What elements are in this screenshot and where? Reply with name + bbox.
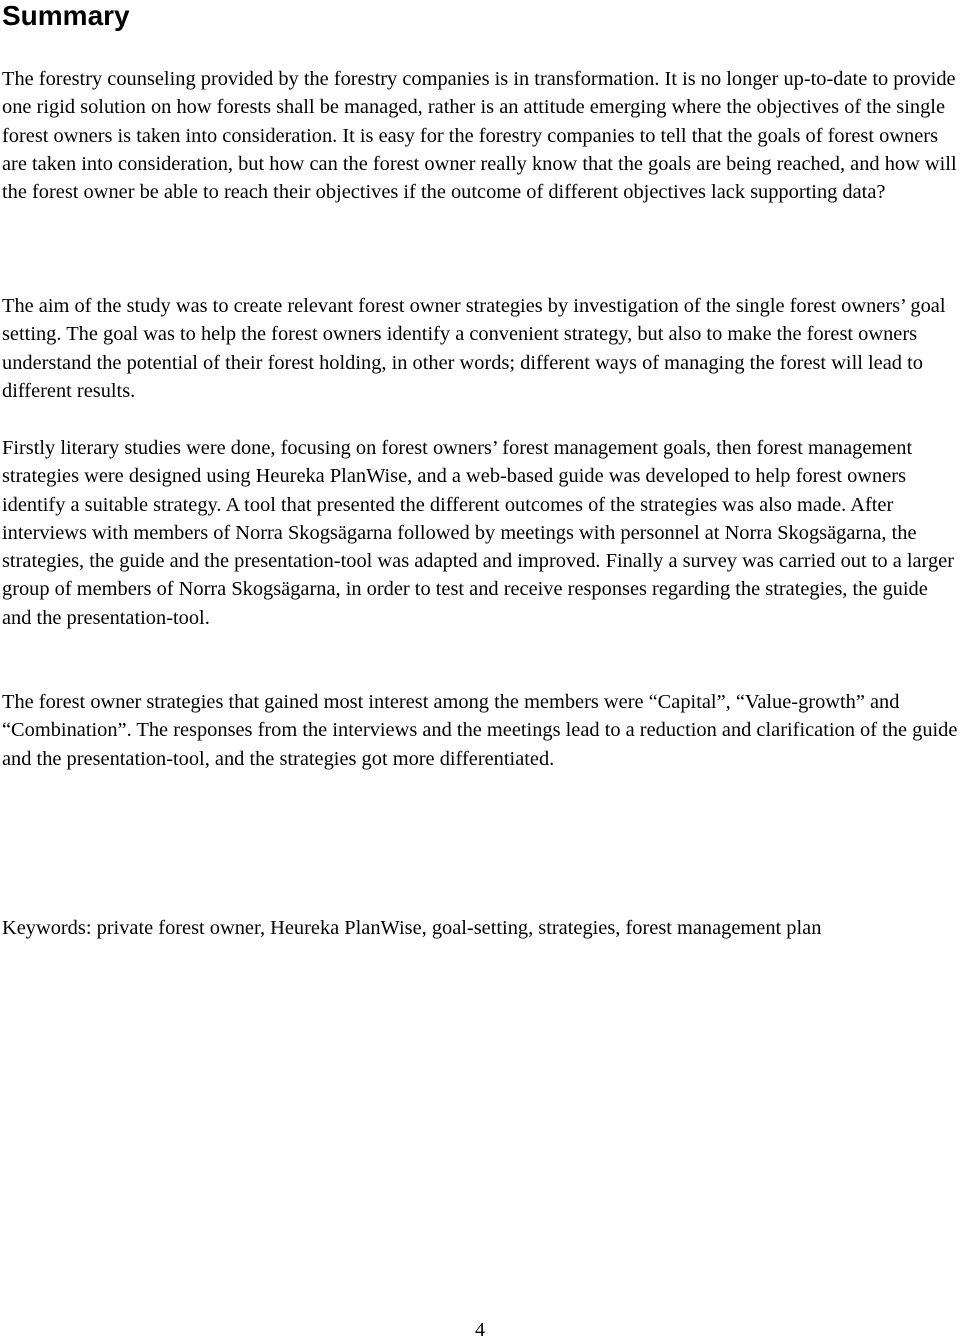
summary-paragraph-4: The forest owner strategies that gained most interest among the members were “Capital”, “Value-growth” and “Combination”. The responses from the interviews and the meetings lead to a reduction and clarification of the guide and the presentation-tool, and the strategies got more differentiated. [2, 691, 958, 770]
page-number: 4 [475, 1319, 485, 1341]
summary-paragraph-2: The aim of the study was to create relevant forest owner strategies by investigation of the single forest owners’ goal setting. The goal was to help the forest owners identify a convenient strategy, but also to make the forest owners understand the potential of their forest holding, in other words; different ways of managing the forest will lead to different results. [2, 295, 946, 402]
page-title: Summary [2, 0, 130, 31]
summary-paragraph-1: The forestry counseling provided by the forestry companies is in transformation. It is no longer up-to-date to provide one rigid solution on how forests shall be managed, rather is an attitude emerging where the objectives of the single forest owners is taken into consideration. It is easy for the forestry companies to tell that the goals of forest owners are taken into consideration, but how can the forest owner really know that the goals are being reached, and how will the forest owner be able to reach their objectives if the outcome of different objectives lack supporting data? [2, 68, 957, 204]
document-page [2, 0, 958, 1342]
keywords-paragraph: Keywords: private forest owner, Heureka PlanWise, goal-setting, strategies, forest management plan [2, 917, 822, 939]
summary-paragraph-3: Firstly literary studies were done, focusing on forest owners’ forest management goals, then forest management strategies were designed using Heureka PlanWise, and a web-based guide was developed to help forest owners identify a suitable strategy. A tool that presented the different outcomes of the strategies was also made. After interviews with members of Norra Skogsägarna followed by meetings with personnel at Norra Skogsägarna, the strategies, the guide and the presentation-tool was adapted and improved. Finally a survey was carried out to a larger group of members of Norra Skogsägarna, in order to test and receive responses regarding the strategies, the guide and the presentation-tool. [2, 437, 955, 629]
